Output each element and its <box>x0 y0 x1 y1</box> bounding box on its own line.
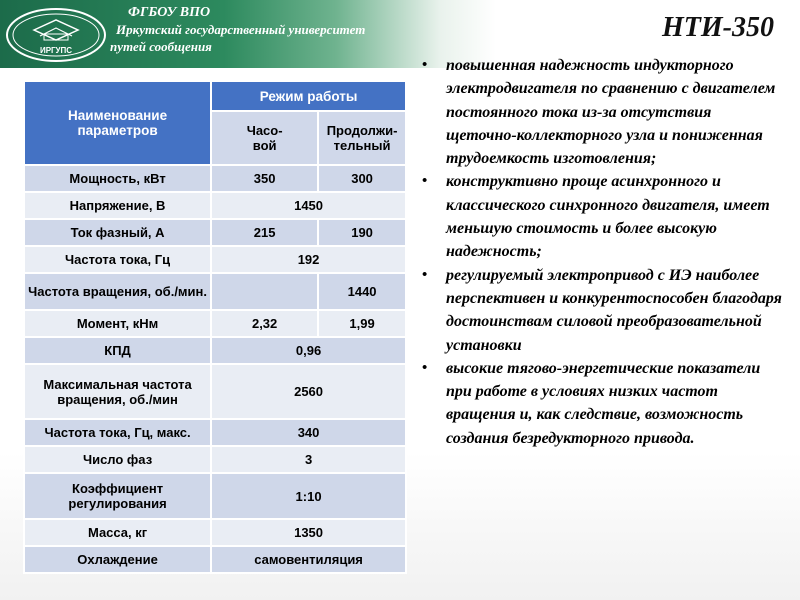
feature-item <box>420 264 782 357</box>
org-line-3: путей сообщения <box>110 39 212 54</box>
hourly-value-cell: 215 <box>211 219 318 246</box>
hourly-value-cell: 2,32 <box>211 310 318 337</box>
table-row <box>24 165 406 192</box>
merged-value-cell: 192 <box>211 246 406 273</box>
feature-item <box>420 170 782 263</box>
param-name-cell: КПД <box>24 337 211 364</box>
continuous-value-cell: 1440 <box>318 273 406 310</box>
table-row <box>24 246 406 273</box>
param-name-cell: Частота вращения, об./мин. <box>24 273 211 310</box>
param-name-cell: Коэффициент регулирования <box>24 473 211 519</box>
org-line-2: Иркутский государственный университет <box>116 22 366 37</box>
merged-value-cell: 3 <box>211 446 406 473</box>
university-logo <box>4 6 108 64</box>
features-list <box>420 54 782 450</box>
table-row <box>24 419 406 446</box>
table-row <box>24 519 406 546</box>
param-name-cell: Напряжение, В <box>24 192 211 219</box>
feature-text: регулируемый электропривод с ИЭ наиболее перспективен и конкурентоспособен благодаря достоинствам силовой преобразовательной установки <box>446 266 782 354</box>
param-name-cell: Частота тока, Гц, макс. <box>24 419 211 446</box>
header-mode: Режим работы <box>211 81 406 111</box>
org-line-1: ФГБОУ ВПО <box>128 5 211 20</box>
table-row <box>24 337 406 364</box>
table-row <box>24 446 406 473</box>
table-body <box>24 165 406 573</box>
merged-value-cell: самовентиляция <box>211 546 406 573</box>
param-name-cell: Охлаждение <box>24 546 211 573</box>
feature-text: повышенная надежность индукторного электродвигателя по сравнению с двигателем постоянного тока из-за отсутствия щеточно-коллекторного узла и пониженная трудоемкость изготовления; <box>446 57 776 168</box>
feature-item <box>420 54 782 170</box>
logo-text: ИРГУПС <box>39 46 73 55</box>
feature-text: конструктивно проще асинхронного и классического синхронного двигателя, имеет меньшую стоимость и более высокую надежность; <box>446 173 770 261</box>
merged-value-cell: 1:10 <box>211 473 406 519</box>
table-row <box>24 546 406 573</box>
parameters-table <box>23 80 407 574</box>
param-name-cell: Момент, кНм <box>24 310 211 337</box>
hourly-value-cell <box>211 273 318 310</box>
param-name-cell: Частота тока, Гц <box>24 246 211 273</box>
table-row <box>24 192 406 219</box>
organization-name <box>110 4 365 55</box>
bullet-icon: • <box>422 173 428 190</box>
continuous-value-cell: 1,99 <box>318 310 406 337</box>
param-name-cell: Максимальная частота вращения, об./мин <box>24 364 211 419</box>
table-row <box>24 273 406 310</box>
param-name-cell: Мощность, кВт <box>24 165 211 192</box>
hourly-value-cell: 350 <box>211 165 318 192</box>
bullet-icon: • <box>422 359 428 376</box>
table-row <box>24 219 406 246</box>
header-continuous: Продолжи- тельный <box>318 111 406 165</box>
table-row <box>24 473 406 519</box>
merged-value-cell: 1450 <box>211 192 406 219</box>
table-row <box>24 310 406 337</box>
param-name-cell: Число фаз <box>24 446 211 473</box>
header-param-name: Наименование параметров <box>24 81 211 165</box>
merged-value-cell: 340 <box>211 419 406 446</box>
continuous-value-cell: 190 <box>318 219 406 246</box>
param-name-cell: Ток фазный, А <box>24 219 211 246</box>
slide-title: НТИ-350 <box>662 12 774 43</box>
continuous-value-cell: 300 <box>318 165 406 192</box>
merged-value-cell: 0,96 <box>211 337 406 364</box>
merged-value-cell: 1350 <box>211 519 406 546</box>
feature-text: высокие тягово-энергетические показатели при работе в условиях низких частот вращения и, как следствие, возможность создания безредукторного привода. <box>446 359 761 447</box>
header-hourly: Часо- вой <box>211 111 318 165</box>
table-row <box>24 364 406 419</box>
feature-item <box>420 357 782 450</box>
bullet-icon: • <box>422 57 428 73</box>
bullet-icon: • <box>422 266 428 283</box>
param-name-cell: Масса, кг <box>24 519 211 546</box>
merged-value-cell: 2560 <box>211 364 406 419</box>
